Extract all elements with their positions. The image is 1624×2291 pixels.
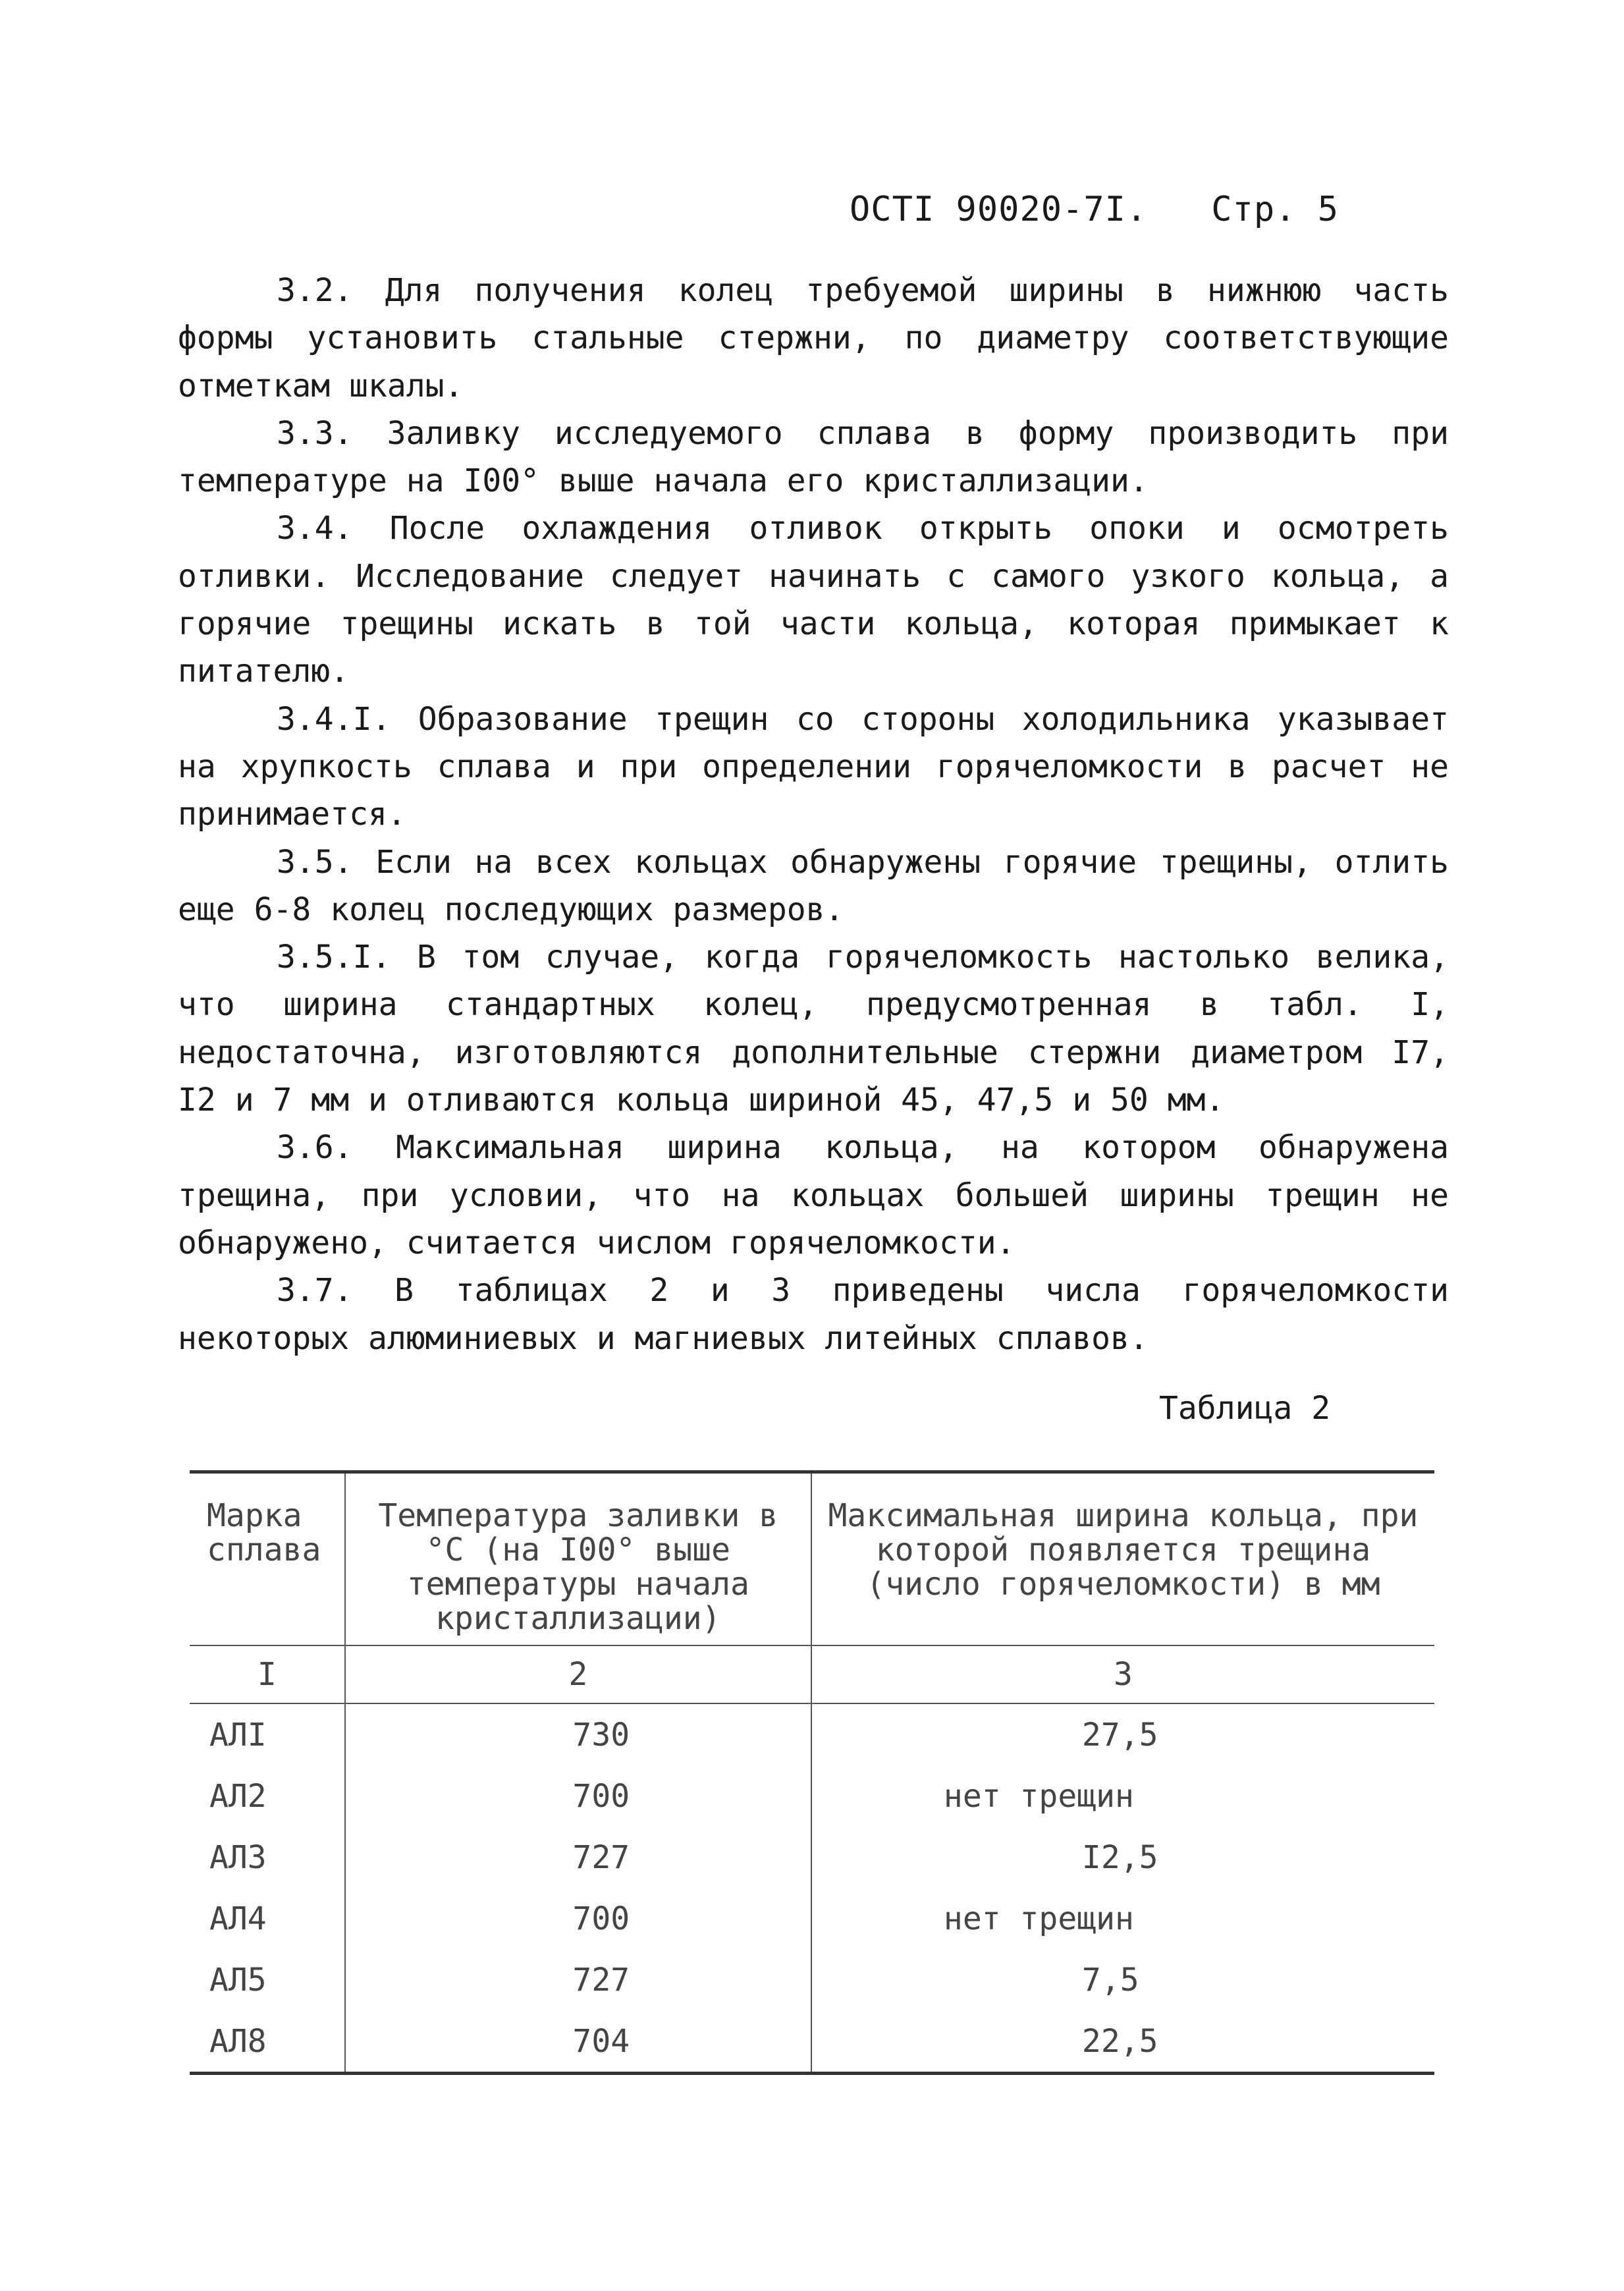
cell-pouring-temperature: 730 xyxy=(345,1703,811,1765)
paragraph-3-4-1: 3.4.I. Образование трещин со стороны холодильника указывает на хрупкость сплава и при определении горячеломкости в расчет не принимается. xyxy=(178,700,1449,833)
cell-alloy-grade: АЛ8 xyxy=(190,2010,345,2074)
paragraph-3-6: 3.6. Максимальная ширина кольца, на котором обнаружена трещина, при условии, что на кольцах большей ширины трещин не обнаружено, считается числом горячеломкости. xyxy=(178,1129,1449,1261)
header-max-ring-width: Максимальная ширина кольца, при которой появляется трещина (число горячеломкости) в мм xyxy=(811,1472,1434,1646)
table-row xyxy=(190,2010,1434,2074)
paragraph-3-5: 3.5. Если на всех кольцах обнаружены горячие трещины, отлить еще 6-8 колец последующих размеров. xyxy=(178,843,1449,928)
cell-pouring-temperature: 700 xyxy=(345,1888,811,1949)
cell-max-ring-width: 27,5 xyxy=(1081,1716,1158,1753)
cell-max-ring-width: 22,5 xyxy=(811,2010,1434,2074)
cell-max-ring-width: 7,5 xyxy=(1081,1961,1139,1999)
paragraph-3-7: 3.7. В таблицах 2 и 3 приведены числа горячеломкости некоторых алюминиевых и магниевых литейных сплавов. xyxy=(178,1272,1449,1357)
cell-max-ring-width: I2,5 xyxy=(1081,1838,1158,1876)
header-pouring-temperature: Температура заливки в °С (на I00° выше температуры начала кристаллизации) xyxy=(345,1472,811,1646)
cell-alloy-grade: АЛ2 xyxy=(190,1765,345,1827)
paragraph-3-4: 3.4. После охлаждения отливок открыть опоки и осмотреть отливки. Исследование следует начинать с самого узкого кольца, а горячие трещины искать в той части кольца, которая примыкает к питателю. xyxy=(178,510,1449,690)
column-number-3: 3 xyxy=(811,1645,1434,1703)
cell-max-ring-width: нет трещин xyxy=(943,1900,1134,1937)
table-row xyxy=(190,1949,1434,2010)
table-row xyxy=(190,1765,1434,1827)
body-text xyxy=(178,267,1449,1362)
table-caption: Таблица 2 xyxy=(1159,1390,1331,1427)
column-number-row xyxy=(190,1645,1434,1703)
hot-cracking-table xyxy=(190,1470,1434,2075)
table-body xyxy=(190,1703,1434,2074)
cell-pouring-temperature: 727 xyxy=(345,1827,811,1888)
table-row xyxy=(190,1703,1434,1765)
cell-pouring-temperature: 704 xyxy=(345,2010,811,2074)
table-row xyxy=(190,1827,1434,1888)
column-number-2: 2 xyxy=(345,1645,811,1703)
paragraph-3-2: 3.2. Для получения колец требуемой ширины в нижнюю часть формы установить стальные стержни, по диаметру соответствующие отметкам шкалы. xyxy=(178,272,1449,404)
page-number: Стр. 5 xyxy=(1211,190,1340,229)
cell-alloy-grade: АЛ4 xyxy=(190,1888,345,1949)
cell-pouring-temperature: 700 xyxy=(345,1765,811,1827)
cell-alloy-grade: АЛ3 xyxy=(190,1827,345,1888)
cell-alloy-grade: АЛI xyxy=(190,1703,345,1765)
cell-pouring-temperature: 727 xyxy=(345,1949,811,2010)
table-header-row xyxy=(190,1472,1434,1646)
column-number-1: I xyxy=(190,1645,345,1703)
header-alloy-grade: Марка сплава xyxy=(190,1472,345,1646)
cell-max-ring-width: нет трещин xyxy=(943,1777,1134,1815)
table-row xyxy=(190,1888,1434,1949)
paragraph-3-3: 3.3. Заливку исследуемого сплава в форму производить при температуре на I00° выше начала его кристаллизации. xyxy=(178,414,1449,500)
page-header xyxy=(850,190,1339,229)
document-id: ОСТI 90020-7I. xyxy=(850,190,1148,229)
paragraph-3-5-1: 3.5.I. В том случае, когда горячеломкость настолько велика, что ширина стандартных колец, предусмотренная в табл. I, недостаточна, изготовляются дополнительные стержни диаметром I7, I2 и 7 мм и отливаются кольца шириной 45, 47,5 и 50 мм. xyxy=(178,939,1449,1119)
cell-alloy-grade: АЛ5 xyxy=(190,1949,345,2010)
